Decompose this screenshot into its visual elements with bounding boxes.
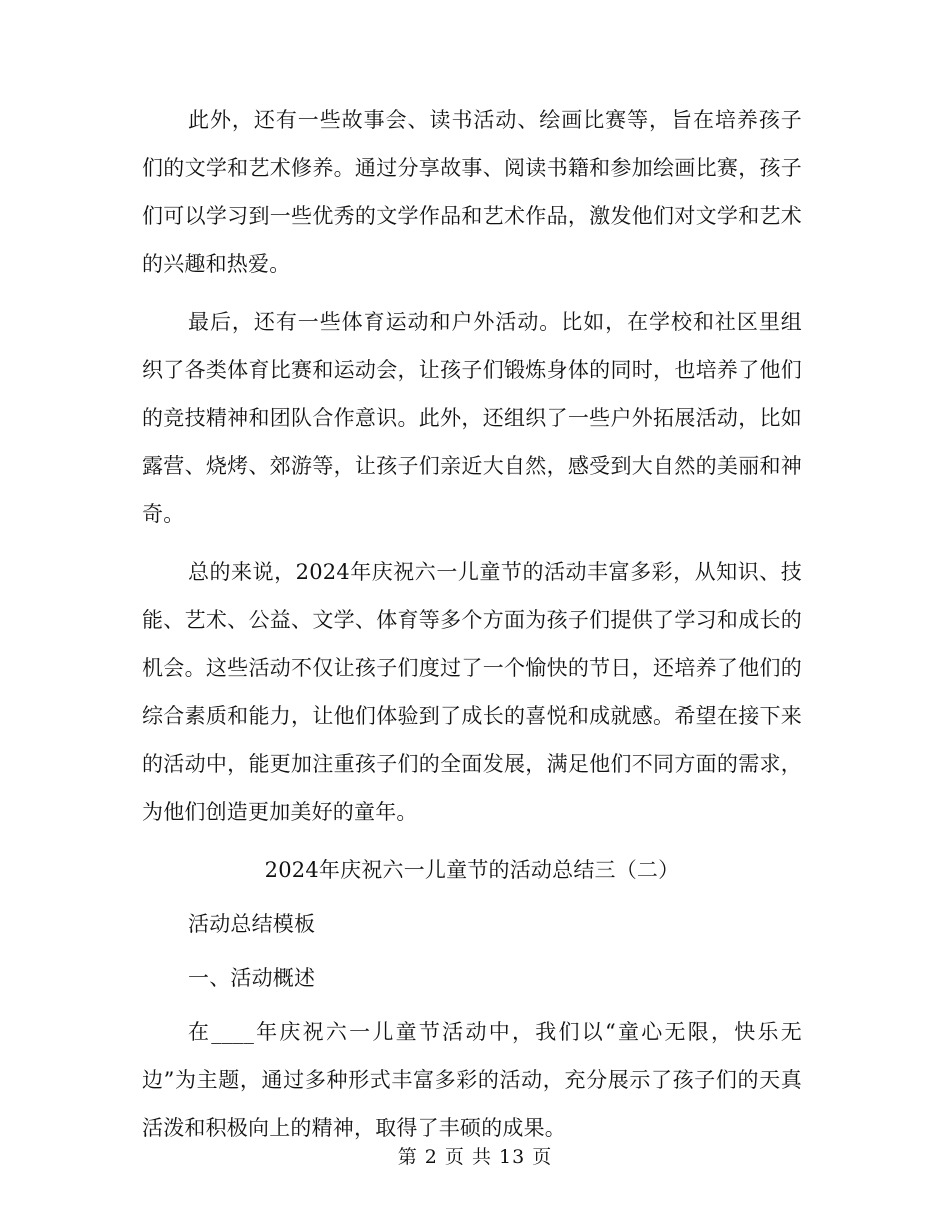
paragraph-sports-outdoor: 最后，还有一些体育运动和户外活动。比如，在学校和社区里组织了各类体育比赛和运动会，让孩子们锻炼身体的同时，也培养了他们的竞技精神和团队合作意识。此外，还组织了一些户外拓展活动，比如露营、烧烤、郊游等，让孩子们亲近大自然，感受到大自然的美丽和神奇。 [142,310,802,526]
paragraph-story-art: 此外，还有一些故事会、读书活动、绘画比赛等，旨在培养孩子们的文学和艺术修养。通过分享故事、阅读书籍和参加绘画比赛，孩子们可以学习到一些优秀的文学作品和艺术作品，激发他们对文学和艺术的兴趣和热爱。 [142,108,802,276]
page-number-footer: 第 2 页 共 13 页 [397,1146,553,1168]
overview-heading: 一、活动概述 [188,966,316,990]
template-heading: 活动总结模板 [188,912,316,936]
overview-paragraph: 在____年庆祝六一儿童节活动中，我们以“童心无限，快乐无边”为主题，通过多种形式丰富多彩的活动，充分展示了孩子们的天真活泼和积极向上的精神，取得了丰硕的成果。 [142,1020,802,1140]
section-title: 2024年庆祝六一儿童节的活动总结三（二） [264,858,680,882]
paragraph-summary: 总的来说，2024年庆祝六一儿童节的活动丰富多彩，从知识、技能、艺术、公益、文学、体育等多个方面为孩子们提供了学习和成长的机会。这些活动不仅让孩子们度过了一个愉快的节日，还培养了他们的综合素质和能力，让他们体验到了成长的喜悦和成就感。希望在接下来的活动中，能更加注重孩子们的全面发展，满足他们不同方面的需求，为他们创造更加美好的童年。 [142,560,802,824]
document-page [142,96,802,1162]
